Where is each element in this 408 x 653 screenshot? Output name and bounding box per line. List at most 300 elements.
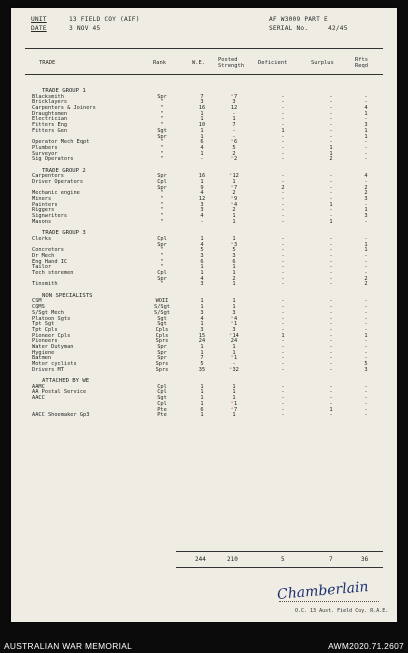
deficient-cell: - bbox=[281, 207, 285, 214]
surplus-cell: - bbox=[329, 190, 333, 197]
deficient-cell: - bbox=[281, 400, 285, 407]
posted-cell: 1 bbox=[232, 383, 236, 390]
surplus-cell: - bbox=[329, 247, 333, 254]
rank-cell: " bbox=[160, 252, 164, 259]
we-cell: 1 bbox=[200, 264, 204, 271]
trade-cell: CSM bbox=[32, 298, 42, 305]
trade-cell: Driver Operators bbox=[32, 179, 84, 185]
surplus-cell: - bbox=[329, 184, 333, 191]
rfts-cell: - bbox=[364, 389, 368, 396]
surplus-cell: - bbox=[329, 93, 333, 100]
deficient-cell: - bbox=[281, 179, 285, 185]
posted-cell: 1 bbox=[232, 281, 236, 288]
rank-cell: Sgt bbox=[157, 315, 167, 322]
posted-cell: °1 bbox=[230, 355, 238, 362]
we-cell: 1 bbox=[200, 349, 204, 356]
we-cell: 1 bbox=[200, 235, 204, 242]
rfts-cell: 3 bbox=[364, 196, 368, 203]
trade-cell: Hygiene bbox=[32, 349, 55, 356]
rank-cell: Cpls bbox=[155, 326, 169, 333]
rank-cell: " bbox=[160, 99, 164, 106]
rank-cell: Pte bbox=[157, 412, 167, 419]
col-rfts: Rfts Reqd bbox=[355, 57, 368, 69]
deficient-cell: - bbox=[281, 349, 285, 356]
rfts-cell: 1 bbox=[364, 110, 368, 117]
rank-cell: " bbox=[160, 105, 164, 112]
rank-cell: " bbox=[160, 264, 164, 271]
trade-cell: Concretors bbox=[32, 247, 64, 254]
surplus-cell: - bbox=[329, 315, 333, 322]
footer-accession-number: AWM2020.71.2607 bbox=[328, 641, 404, 651]
col-surplus: Surplus bbox=[311, 60, 334, 66]
surplus-cell: 1 bbox=[329, 144, 333, 151]
surplus-cell: - bbox=[329, 326, 333, 333]
deficient-cell: - bbox=[281, 156, 285, 163]
posted-cell: 1 bbox=[232, 179, 236, 185]
trade-cell: Riggers bbox=[32, 207, 55, 214]
posted-cell: 1 bbox=[232, 395, 236, 402]
signature-line bbox=[279, 601, 379, 602]
rfts-cell: 1 bbox=[364, 247, 368, 254]
deficient-cell: - bbox=[281, 406, 285, 413]
posted-cell: 1 bbox=[232, 270, 236, 276]
rank-cell: Spr bbox=[157, 275, 167, 282]
surplus-cell: - bbox=[329, 105, 333, 112]
posted-cell: °1 bbox=[230, 321, 238, 328]
posted-cell: 5 bbox=[232, 144, 236, 151]
deficient-cell: - bbox=[281, 241, 285, 248]
surplus-cell: - bbox=[329, 309, 333, 316]
date-value: 3 NOV 45 bbox=[69, 25, 101, 32]
deficient-cell: - bbox=[281, 395, 285, 402]
rank-cell: " bbox=[160, 122, 164, 129]
rank-cell: Spr bbox=[157, 241, 167, 248]
we-cell: 6 bbox=[200, 406, 204, 413]
rank-cell: " bbox=[160, 110, 164, 117]
rank-cell: Sprs bbox=[155, 338, 169, 345]
rfts-cell: 3 bbox=[364, 366, 368, 373]
deficient-cell: - bbox=[281, 196, 285, 203]
we-cell: 4 bbox=[200, 315, 204, 322]
footer-archive-name: AUSTRALIAN WAR MEMORIAL bbox=[4, 641, 133, 651]
rfts-cell: - bbox=[364, 343, 368, 350]
rank-cell: Cpl bbox=[157, 179, 167, 185]
we-cell: 5 bbox=[200, 247, 204, 254]
trade-cell: Tinsmith bbox=[32, 281, 58, 288]
rank-cell: Pte bbox=[157, 406, 167, 413]
trade-cell: Plumbers bbox=[32, 144, 58, 151]
trade-cell: AA Postal Service bbox=[32, 389, 87, 396]
surplus-cell: - bbox=[329, 281, 333, 288]
posted-cell: 1 bbox=[232, 298, 236, 305]
we-cell: 1 bbox=[200, 343, 204, 350]
deficient-cell: - bbox=[281, 144, 285, 151]
tick-mark-icon: ° bbox=[230, 401, 234, 407]
posted-cell: 1 bbox=[232, 389, 236, 396]
we-cell: 1 bbox=[200, 179, 204, 185]
surplus-cell: - bbox=[329, 349, 333, 356]
surplus-cell: - bbox=[329, 179, 333, 185]
we-cell: 9 bbox=[200, 184, 204, 191]
rfts-cell: - bbox=[364, 99, 368, 106]
posted-cell: - bbox=[232, 110, 236, 117]
posted-cell: °4 bbox=[230, 201, 238, 208]
trade-cell: Tech storemen bbox=[32, 270, 74, 276]
we-cell: 15 bbox=[198, 332, 206, 339]
rank-cell: " bbox=[160, 139, 164, 146]
surplus-cell: - bbox=[329, 383, 333, 390]
rank-cell: S/Sgt bbox=[154, 309, 170, 316]
rfts-cell: - bbox=[364, 201, 368, 208]
trade-cell: Motor cyclists bbox=[32, 361, 77, 367]
posted-cell: 2 bbox=[232, 275, 236, 282]
we-cell: 6 bbox=[200, 258, 204, 265]
rank-cell: Spr bbox=[157, 343, 167, 350]
rank-cell: " bbox=[160, 247, 164, 254]
rank-cell: Sgt bbox=[157, 127, 167, 134]
deficient-cell: - bbox=[281, 139, 285, 146]
deficient-cell: - bbox=[281, 235, 285, 242]
deficient-cell: - bbox=[281, 275, 285, 282]
rfts-cell: - bbox=[364, 309, 368, 316]
posted-cell: 7 bbox=[232, 122, 236, 129]
header-rule bbox=[25, 48, 383, 49]
surplus-cell: 1 bbox=[329, 218, 333, 225]
deficient-cell: - bbox=[281, 366, 285, 373]
we-cell: 24 bbox=[198, 338, 206, 345]
rfts-cell: 2 bbox=[364, 190, 368, 197]
surplus-cell: - bbox=[329, 298, 333, 305]
rank-cell: " bbox=[160, 190, 164, 197]
we-cell: 1 bbox=[200, 298, 204, 305]
posted-cell: 1 bbox=[232, 218, 236, 225]
trade-cell: Bricklayers bbox=[32, 99, 68, 106]
deficient-cell: - bbox=[281, 321, 285, 328]
deficient-cell: - bbox=[281, 190, 285, 197]
posted-cell: °1 bbox=[230, 400, 238, 407]
rfts-cell: 1 bbox=[364, 332, 368, 339]
we-cell: 16 bbox=[198, 173, 206, 180]
rank-cell: Spr bbox=[157, 93, 167, 100]
rank-cell: Cpl bbox=[157, 383, 167, 390]
rank-cell: " bbox=[160, 207, 164, 214]
surplus-cell: - bbox=[329, 412, 333, 419]
deficient-cell: - bbox=[281, 304, 285, 311]
we-cell: 3 bbox=[200, 309, 204, 316]
deficient-cell: - bbox=[281, 281, 285, 288]
total-we: 244 bbox=[195, 556, 206, 563]
we-cell: 1 bbox=[200, 389, 204, 396]
trade-cell: CQMS bbox=[32, 304, 45, 311]
we-cell: 1 bbox=[200, 395, 204, 402]
deficient-cell: - bbox=[281, 150, 285, 157]
surplus-cell: - bbox=[329, 338, 333, 345]
trade-cell: Mechanic engine bbox=[32, 190, 80, 197]
rank-cell: Sgt bbox=[157, 321, 167, 328]
trade-cell: Blacksmith bbox=[32, 93, 64, 100]
col-rank: Rank bbox=[153, 60, 166, 66]
rank-cell: Sprs bbox=[155, 361, 169, 367]
form-reference: AF W3009 PART E bbox=[269, 16, 328, 23]
rfts-cell: 2 bbox=[364, 281, 368, 288]
we-cell: 4 bbox=[200, 275, 204, 282]
rfts-cell: - bbox=[364, 150, 368, 157]
we-cell: 10 bbox=[198, 122, 206, 129]
deficient-cell: 1 bbox=[281, 332, 285, 339]
trade-cell: Signwriters bbox=[32, 213, 68, 220]
rfts-cell: - bbox=[364, 156, 368, 163]
surplus-cell: 1 bbox=[329, 406, 333, 413]
rfts-cell: - bbox=[364, 144, 368, 151]
strength-table bbox=[11, 88, 397, 418]
posted-cell: 3 bbox=[232, 252, 236, 259]
trade-cell: Fitters Gen bbox=[32, 127, 68, 134]
surplus-cell: - bbox=[329, 235, 333, 242]
deficient-cell: - bbox=[281, 343, 285, 350]
rank-cell: Cpls bbox=[155, 332, 169, 339]
handwritten-signature: Chamberlain bbox=[276, 579, 370, 603]
rfts-cell: - bbox=[364, 326, 368, 333]
posted-cell: 2 bbox=[232, 207, 236, 214]
we-cell: 1 bbox=[200, 270, 204, 276]
surplus-cell: 2 bbox=[329, 156, 333, 163]
we-cell: 16 bbox=[198, 105, 206, 112]
deficient-cell: - bbox=[281, 264, 285, 271]
tick-mark-icon: ° bbox=[229, 367, 232, 373]
deficient-cell: - bbox=[281, 133, 285, 140]
rank-cell: Sprs bbox=[155, 366, 169, 373]
we-cell: 1 bbox=[200, 150, 204, 157]
surplus-cell: 1 bbox=[329, 201, 333, 208]
section-title: TRADE GROUP 1 bbox=[42, 88, 86, 94]
deficient-cell: - bbox=[281, 383, 285, 390]
rank-cell: " bbox=[160, 144, 164, 151]
tick-mark-icon: ° bbox=[230, 316, 234, 322]
posted-cell: 1 bbox=[232, 213, 236, 220]
rfts-cell: - bbox=[364, 304, 368, 311]
deficient-cell: 1 bbox=[281, 127, 285, 134]
surplus-cell: 1 bbox=[329, 150, 333, 157]
rank-cell: Spr bbox=[157, 133, 167, 140]
rfts-cell: 2 bbox=[364, 275, 368, 282]
surplus-cell: - bbox=[329, 275, 333, 282]
surplus-cell: - bbox=[329, 207, 333, 214]
document-page bbox=[11, 8, 397, 622]
posted-cell: 1 bbox=[232, 235, 236, 242]
rfts-cell: 1 bbox=[364, 127, 368, 134]
surplus-cell: - bbox=[329, 321, 333, 328]
rfts-cell: - bbox=[364, 412, 368, 419]
tick-mark-icon: ° bbox=[230, 185, 234, 191]
trade-cell: Miners bbox=[32, 196, 52, 203]
tick-mark-icon: ° bbox=[230, 407, 234, 413]
surplus-cell: - bbox=[329, 122, 333, 129]
rank-cell: " bbox=[160, 150, 164, 157]
surplus-cell: - bbox=[329, 127, 333, 134]
tick-mark-icon: ° bbox=[229, 174, 232, 180]
deficient-cell: - bbox=[281, 201, 285, 208]
rank-cell: S/Sgt bbox=[154, 304, 170, 311]
we-cell: 1 bbox=[200, 412, 204, 419]
col-trade: TRADE bbox=[39, 60, 56, 66]
we-cell: 3 bbox=[200, 252, 204, 259]
trade-cell: Platoon Sgts bbox=[32, 315, 71, 322]
deficient-cell: - bbox=[281, 326, 285, 333]
deficient-cell: - bbox=[281, 315, 285, 322]
posted-cell: 1 bbox=[232, 349, 236, 356]
deficient-cell: - bbox=[281, 116, 285, 123]
posted-cell: - bbox=[232, 361, 236, 367]
serial-value: 42/45 bbox=[328, 25, 348, 32]
posted-cell: 2 bbox=[232, 150, 236, 157]
trade-cell: Surveyor bbox=[32, 150, 58, 157]
posted-cell: 3 bbox=[232, 99, 236, 106]
tick-mark-icon: ° bbox=[230, 94, 234, 100]
rfts-cell: 1 bbox=[364, 133, 368, 140]
we-cell: 1 bbox=[200, 304, 204, 311]
trade-cell: Pioneer Cpls bbox=[32, 332, 71, 339]
posted-cell: 2 bbox=[232, 190, 236, 197]
total-rfts: 36 bbox=[361, 556, 369, 563]
posted-cell: 5 bbox=[232, 247, 236, 254]
total-posted: 210 bbox=[227, 556, 238, 563]
we-cell: 1 bbox=[200, 110, 204, 117]
posted-cell: 1 bbox=[232, 412, 236, 419]
rfts-cell: - bbox=[364, 298, 368, 305]
rfts-cell: - bbox=[364, 116, 368, 123]
unit-label: UNIT bbox=[31, 16, 47, 23]
col-posted: Posted Strength bbox=[218, 57, 244, 69]
deficient-cell: - bbox=[281, 110, 285, 117]
total-rule-top bbox=[176, 551, 383, 552]
date-label: DATE bbox=[31, 25, 47, 32]
rfts-cell: 4 bbox=[364, 105, 368, 112]
colhead-rule bbox=[25, 74, 383, 75]
surplus-cell: - bbox=[329, 389, 333, 396]
deficient-cell: 2 bbox=[281, 184, 285, 191]
posted-cell: °7 bbox=[230, 93, 238, 100]
rfts-cell: - bbox=[364, 252, 368, 259]
surplus-cell: - bbox=[329, 110, 333, 117]
surplus-cell: - bbox=[329, 99, 333, 106]
we-cell: 4 bbox=[200, 213, 204, 220]
surplus-cell: - bbox=[329, 400, 333, 407]
rank-cell: Spr bbox=[157, 184, 167, 191]
surplus-cell: - bbox=[329, 116, 333, 123]
surplus-cell: - bbox=[329, 139, 333, 146]
rank-cell: " bbox=[160, 116, 164, 123]
we-cell: 3 bbox=[200, 207, 204, 214]
rank-cell: Spr bbox=[157, 355, 167, 362]
we-cell: 7 bbox=[200, 93, 204, 100]
rfts-cell: - bbox=[364, 406, 368, 413]
col-we: W.E. bbox=[192, 60, 205, 66]
tick-mark-icon: ° bbox=[230, 242, 234, 248]
rfts-cell: 5 bbox=[364, 361, 368, 367]
deficient-cell: - bbox=[281, 99, 285, 106]
rfts-cell: - bbox=[364, 258, 368, 265]
posted-cell: °7 bbox=[230, 406, 238, 413]
trade-cell: Pioneers bbox=[32, 338, 58, 345]
posted-cell: 12 bbox=[230, 105, 238, 112]
section-title: ATTACHED BY WE bbox=[42, 378, 90, 385]
we-cell: 1 bbox=[200, 116, 204, 123]
rank-cell: " bbox=[160, 258, 164, 265]
rfts-cell: - bbox=[364, 355, 368, 362]
rfts-cell: 3 bbox=[364, 122, 368, 129]
deficient-cell: - bbox=[281, 258, 285, 265]
deficient-cell: - bbox=[281, 389, 285, 396]
tick-mark-icon: ° bbox=[230, 322, 234, 328]
posted-cell: °7 bbox=[230, 184, 238, 191]
we-cell: 1 bbox=[200, 133, 204, 140]
rfts-cell: - bbox=[364, 395, 368, 402]
rfts-cell: - bbox=[364, 338, 368, 345]
trade-cell: Operator Mech Eqpt bbox=[32, 139, 90, 146]
total-rule-bottom bbox=[176, 567, 383, 568]
tick-mark-icon: ° bbox=[230, 140, 234, 146]
surplus-cell: - bbox=[329, 270, 333, 276]
surplus-cell: - bbox=[329, 343, 333, 350]
deficient-cell: - bbox=[281, 309, 285, 316]
rank-cell: " bbox=[160, 213, 164, 220]
deficient-cell: - bbox=[281, 412, 285, 419]
posted-cell: 1 bbox=[232, 343, 236, 350]
deficient-cell: - bbox=[281, 270, 285, 276]
rank-cell: " bbox=[160, 201, 164, 208]
rfts-cell: - bbox=[364, 383, 368, 390]
we-cell: 5 bbox=[200, 361, 204, 367]
we-cell: 3 bbox=[200, 326, 204, 333]
table-row bbox=[11, 412, 397, 418]
deficient-cell: - bbox=[281, 298, 285, 305]
deficient-cell: - bbox=[281, 361, 285, 367]
trade-cell: Carpenters bbox=[32, 173, 64, 180]
deficient-cell: - bbox=[281, 252, 285, 259]
rfts-cell: 3 bbox=[364, 213, 368, 220]
we-cell: 1 bbox=[200, 383, 204, 390]
we-cell: 3 bbox=[200, 201, 204, 208]
rank-cell: Cpl bbox=[157, 235, 167, 242]
surplus-cell: - bbox=[329, 304, 333, 311]
deficient-cell: - bbox=[281, 355, 285, 362]
trade-cell: Masons bbox=[32, 218, 52, 225]
posted-cell: 6 bbox=[232, 258, 236, 265]
deficient-cell: - bbox=[281, 338, 285, 345]
trade-cell: Painters bbox=[32, 201, 58, 208]
we-cell: - bbox=[200, 156, 204, 163]
trade-cell: Draughtsmen bbox=[32, 110, 68, 117]
section-title: TRADE GROUP 2 bbox=[42, 167, 86, 174]
posted-cell: 1 bbox=[232, 264, 236, 271]
rank-cell: " bbox=[160, 281, 164, 288]
tick-mark-icon: ° bbox=[229, 333, 232, 339]
surplus-cell: - bbox=[329, 241, 333, 248]
rfts-cell: - bbox=[364, 321, 368, 328]
rfts-cell: 2 bbox=[364, 184, 368, 191]
trade-cell: Fitters Eng bbox=[32, 122, 68, 129]
rank-cell: Cpl bbox=[157, 270, 167, 276]
rfts-cell: - bbox=[364, 235, 368, 242]
posted-cell: °6 bbox=[230, 139, 238, 146]
tick-mark-icon: ° bbox=[230, 202, 234, 208]
rfts-cell: - bbox=[364, 93, 368, 100]
we-cell: 4 bbox=[200, 190, 204, 197]
trade-cell: Electrician bbox=[32, 116, 68, 123]
rfts-cell: 4 bbox=[364, 173, 368, 180]
rfts-cell: - bbox=[364, 264, 368, 271]
rfts-cell: - bbox=[364, 139, 368, 146]
